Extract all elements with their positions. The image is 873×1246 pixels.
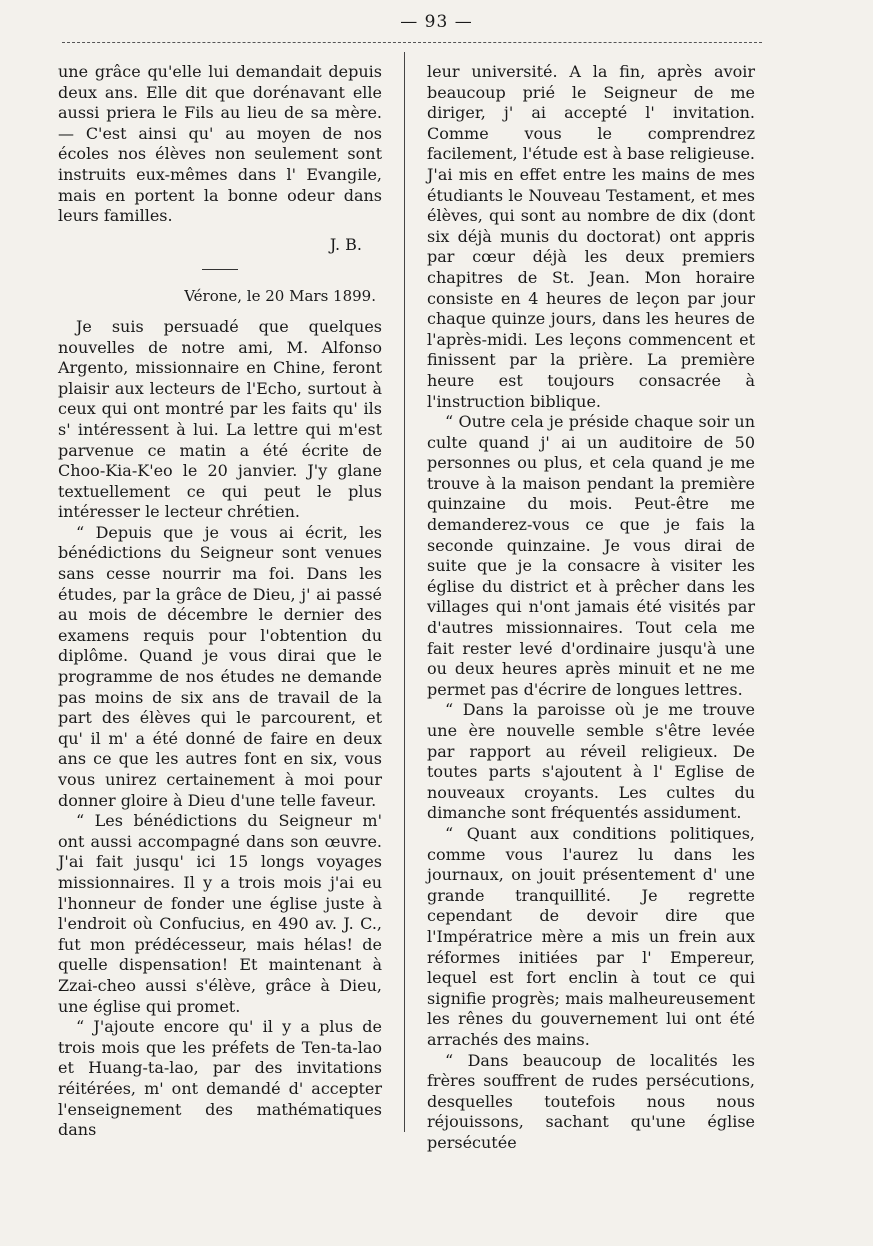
page-number: — 93 — bbox=[400, 12, 473, 32]
paragraph: “ Depuis que je vous ai écrit, les bénédictions du Seigneur sont venues sans cesse nourrir ma foi. Dans les études, par la grâce de Dieu, j' ai passé au mois de décembre le dernier des examens requis pour l'obtention du diplôme. Quand je vous dirai que le programme de nos études ne demande pas moins de six ans de travail de la part des élèves qui le parcourent, et qu' il m' a été donné de faire en deux ans ce que les autres font en six, vous vous unirez certainement à moi pour donner gloire à Dieu d'une telle faveur. bbox=[58, 522, 382, 810]
signature: J. B. bbox=[329, 234, 362, 254]
paragraph: “ Les bénédictions du Seigneur m' ont aussi accompagné dans son œuvre. J'ai fait jusqu' ici 15 longs voyages missionnaires. Il y a trois mois j'ai eu l'honneur de fonder une église juste à l'endroit où Confucius, en 490 av. J. C., fut mon prédécesseur, mais hélas! de quelle dispensation! Et maintenant à Zzai-cheo aussi s'élève, grâce à Dieu, une église qui promet. bbox=[58, 811, 382, 1016]
paragraph: Je suis persuadé que quelques nouvelles de notre ami, M. Alfonso Argento, missionnaire en Chine, feront plaisir aux lecteurs de l'Echo, surtout à ceux qui ont montré par les faits qu' ils s' intéressent à lui. La lettre qui m'est parvenue ce matin a été écrite de Choo-Kia-K'eo le 20 janvier. J'y glane textuellement ce qui peut le plus intéresser le lecteur chrétien. bbox=[58, 316, 382, 522]
dateline: Vérone, le 20 Mars 1899. bbox=[184, 287, 376, 306]
left-column bbox=[58, 62, 382, 1141]
section-separator bbox=[202, 269, 238, 270]
paragraph: “ J'ajoute encore qu' il y a plus de trois mois que les préfets de Ten-ta-lao et Huang-ta-lao, par des invitations réitérées, m' ont demandé d' accepter l'enseignement des mathématiques dans bbox=[58, 1017, 382, 1140]
paragraph: une grâce qu'elle lui demandait depuis deux ans. Elle dit que dorénavant elle aussi priera le Fils au lieu de sa mère. — C'est ainsi qu' au moyen de nos écoles nos élèves non seulement sont instruits eux-mêmes dans l' Evangile, mais en portent la bonne odeur dans leurs familles. bbox=[58, 62, 382, 226]
right-column bbox=[427, 62, 755, 1153]
paragraph: leur université. A la fin, après avoir beaucoup prié le Seigneur de me diriger, j' ai accepté l' invitation. Comme vous le comprendrez facilement, l'étude est à base religieuse. J'ai mis en effet entre les mains de mes étudiants le Nouveau Testament, et mes élèves, qui sont au nombre de dix (dont six déjà munis du doctorat) ont appris par cœur déjà les deux premiers chapitres de St. Jean. Mon horaire consiste en 4 heures de leçon par jour chaque quinze jours, dans les heures de l'après-midi. Les leçons commencent et finissent par la prière. La première heure est toujours consacrée à l'instruction biblique. bbox=[427, 62, 755, 411]
header-rule bbox=[62, 42, 762, 43]
paragraph: “ Outre cela je préside chaque soir un culte quand j' ai un auditoire de 50 personnes ou plus, et cela quand je me trouve à la maison pendant la première quinzaine du mois. Peut-être me demanderez-vous ce que je fais la seconde quinzaine. Je vous dirai de suite que je la consacre à visiter les église du district et à prêcher dans les villages qui n'ont jamais été visités par d'autres missionnaires. Tout cela me fait rester levé d'ordinaire jusqu'à une ou deux heures après minuit et ne me permet pas d'écrire de longues lettres. bbox=[427, 412, 755, 699]
paragraph: “ Dans la paroisse où je me trouve une ère nouvelle semble s'être levée par rapport au réveil religieux. De toutes parts s'ajoutent à l' Eglise de nouveaux croyants. Les cultes du dimanche sont fréquentés assidument. bbox=[427, 700, 755, 823]
paragraph: “ Quant aux conditions politiques, comme vous l'aurez lu dans les journaux, on jouit présentement d' une grande tranquillité. Je regrette cependant de devoir dire que l'Impératrice mère a mis un frein aux réformes initiées par l' Empereur, lequel est fort enclin à tout ce qui signifie progrès; mais malheureusement les rênes du gouvernement lui ont été arrachés des mains. bbox=[427, 823, 755, 1049]
paragraph: “ Dans beaucoup de localités les frères souffrent de rudes persécutions, desquelles toutefois nous nous réjouissons, sachant qu'une église persécutée bbox=[427, 1050, 755, 1152]
column-divider bbox=[404, 52, 405, 1132]
